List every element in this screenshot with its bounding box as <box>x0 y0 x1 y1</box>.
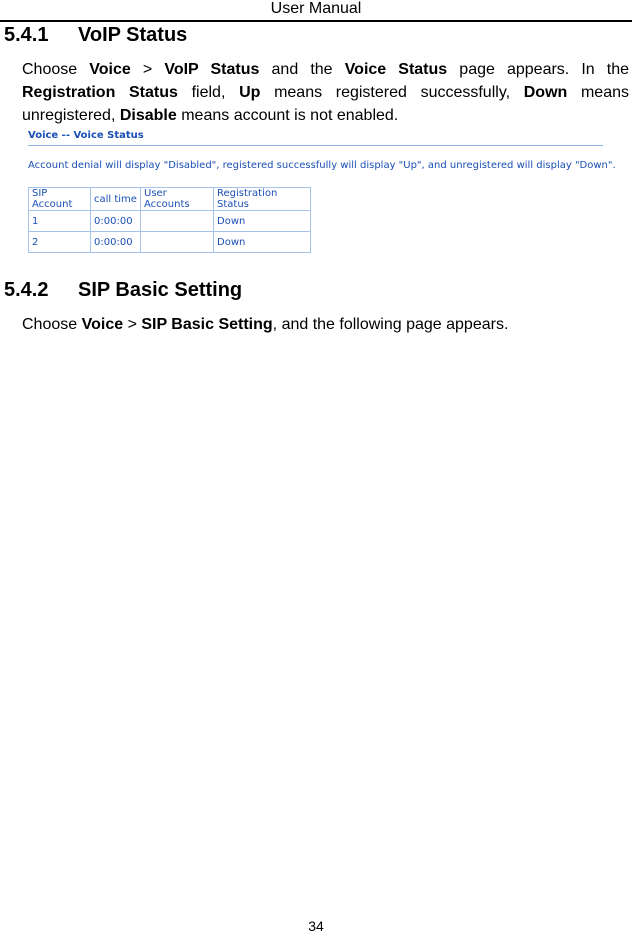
table-cell: 1 <box>29 211 91 232</box>
text-run-bold: Disable <box>119 107 177 124</box>
section-title: SIP Basic Setting <box>78 279 243 301</box>
text-run-bold: Registration Status <box>22 84 178 101</box>
text-run-bold: SIP Basic Setting <box>141 316 273 333</box>
section-heading-sip-basic-setting <box>4 278 242 302</box>
sip-basic-setting-paragraph <box>22 313 629 336</box>
header-title: User Manual <box>270 0 362 17</box>
text-run-bold: VoIP Status <box>164 61 260 78</box>
section-title: VoIP Status <box>78 24 188 46</box>
text-run: means registered successfully, <box>274 84 511 101</box>
table-header-row <box>29 188 311 211</box>
text-run: page appears. In the <box>459 61 630 78</box>
table-cell: 2 <box>29 232 91 253</box>
text-run: , and the following page appears. <box>272 316 509 333</box>
divider <box>28 145 603 146</box>
table-cell: Down <box>214 211 311 232</box>
column-header: Registration Status <box>214 188 311 211</box>
text-run: Choose <box>22 61 78 78</box>
text-run: > <box>127 316 137 333</box>
text-run-bold: Down <box>523 84 568 101</box>
section-number: 5.4.2 <box>4 279 49 301</box>
column-header: User Accounts <box>141 188 214 211</box>
table-cell: 0:00:00 <box>91 232 141 253</box>
table-cell: 0:00:00 <box>91 211 141 232</box>
section-heading-voip-status <box>4 23 187 47</box>
text-run: Choose <box>22 316 78 333</box>
text-run-bold: Voice Status <box>344 61 448 78</box>
text-run: > <box>142 61 153 78</box>
page-number: 34 <box>308 918 324 934</box>
text-run-bold: Voice <box>89 61 131 78</box>
voice-status-screenshot <box>28 130 618 254</box>
screenshot-description: Account denial will display "Disabled", registered successfully will display "Up", and unregistered will display "Down". <box>28 160 616 171</box>
section-number: 5.4.1 <box>4 24 49 46</box>
table-cell <box>141 211 214 232</box>
column-header: call time <box>91 188 141 211</box>
voip-status-paragraph <box>22 58 629 127</box>
table-cell: Down <box>214 232 311 253</box>
registration-status-table <box>28 187 311 253</box>
text-run: field, <box>191 84 226 101</box>
text-run: means unregistered, <box>22 84 629 124</box>
screenshot-title: Voice -- Voice Status <box>28 130 144 141</box>
table-row <box>29 211 311 232</box>
page-header <box>0 0 632 22</box>
text-run: and the <box>271 61 333 78</box>
text-run: means account is not enabled. <box>181 107 399 124</box>
text-run-bold: Voice <box>81 316 124 333</box>
table-row <box>29 232 311 253</box>
text-run-bold: Up <box>239 84 261 101</box>
table-cell <box>141 232 214 253</box>
column-header: SIP Account <box>29 188 91 211</box>
